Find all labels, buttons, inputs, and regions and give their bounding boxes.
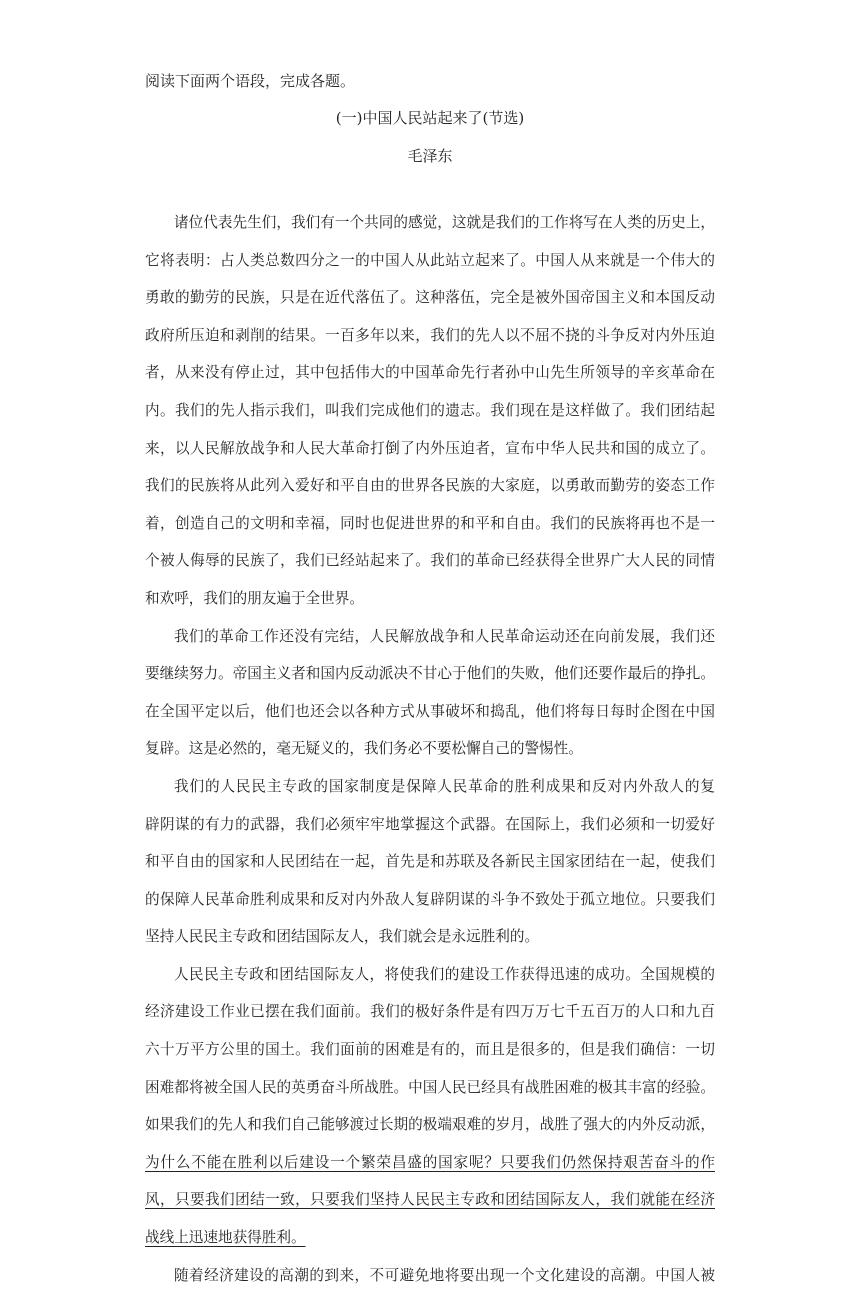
text-line: 来，以人民解放战争和人民大革命打倒了内外压迫者，宣布中华人民共和国的成立了。 (145, 439, 715, 457)
text-line: 内。我们的先人指示我们，叫我们完成他们的遗志。我们现在是这样做了。我们团结起 (145, 401, 715, 419)
text-line: 困难都将被全国人民的英勇奋斗所战胜。中国人民已经具有战胜困难的极其丰富的经验。 (145, 1078, 715, 1096)
text-line: 要继续努力。帝国主义者和国内反动派决不甘心于他们的失败，他们还要作最后的挣扎。 (145, 665, 715, 683)
text-line: 勇敢的勤劳的民族，只是在近代落伍了。这种落伍，完全是被外国帝国主义和本国反动 (145, 289, 715, 307)
text-line: 在全国平定以后，他们也还会以各种方式从事破坏和捣乱，他们将每日每时企图在中国 (145, 702, 715, 720)
text-line: 我们的人民民主专政的国家制度是保障人民革命的胜利成果和反对内外敌人的复 (174, 777, 715, 795)
text-line: 诸位代表先生们，我们有一个共同的感觉，这就是我们的工作将写在人类的历史上， (174, 214, 715, 231)
passage-body (145, 204, 715, 1294)
text-line: 我们的革命工作还没有完结，人民解放战争和人民革命运动还在向前发展，我们还 (174, 627, 715, 645)
text-line: 和欢呼，我们的朋友遍于全世界。 (145, 589, 364, 607)
paragraph (145, 956, 715, 1257)
paragraph (145, 768, 715, 956)
instructions: 阅读下面两个语段，完成各题。 (145, 72, 356, 90)
paragraph (145, 618, 715, 768)
text-line: 复辟。这是必然的，毫无疑义的，我们务必不要松懈自己的警惕性。 (145, 740, 583, 758)
paragraph (145, 1257, 715, 1294)
passage-title: (一)中国人民站起来了(节选) (335, 109, 525, 127)
underlined-text-line: 战线上迅速地获得胜利。 (145, 1229, 306, 1247)
text-line: 辟阴谋的有力的武器，我们必须牢牢地掌握这个武器。在国际上，我们必须和一切爱好 (145, 815, 715, 833)
text-line: 随着经济建设的高潮的到来，不可避免地将要出现一个文化建设的高潮。中国人被 (174, 1266, 715, 1284)
text-line: 如果我们的先人和我们自己能够渡过长期的极端艰难的岁月，战胜了强大的内外反动派， (145, 1116, 715, 1134)
text-line: 经济建设工作业已摆在我们面前。我们的极好条件是有四万万七千五百万的人口和九百 (145, 1003, 715, 1021)
underlined-text-line: 风，只要我们团结一致，只要我们坚持人民民主专政和团结国际友人，我们就能在经济 (145, 1191, 715, 1209)
text-line: 者，从来没有停止过，其中包括伟大的中国革命先行者孙中山先生所领导的辛亥革命在 (145, 364, 715, 382)
text-line: 着，创造自己的文明和幸福，同时也促进世界的和平和自由。我们的民族将再也不是一 (145, 514, 715, 532)
text-line: 我们的民族将从此列入爱好和平自由的世界各民族的大家庭，以勇敢而勤劳的姿态工作 (145, 477, 715, 495)
passage-author: 毛泽东 (407, 147, 453, 165)
text-line: 政府所压迫和剥削的结果。一百多年以来，我们的先人以不屈不挠的斗争反对内外压迫 (145, 326, 715, 344)
text-line: 六十万平方公里的国土。我们面前的困难是有的，而且是很多的，但是我们确信：一切 (145, 1041, 715, 1059)
text-line: 坚持人民民主专政和团结国际友人，我们就会是永远胜利的。 (145, 928, 540, 946)
text-line: 和平自由的国家和人民团结在一起，首先是和苏联及各新民主国家团结在一起，使我们 (145, 853, 715, 871)
underlined-text-line: 为什么不能在胜利以后建设一个繁荣昌盛的国家呢？只要我们仍然保持艰苦奋斗的作 (145, 1153, 715, 1171)
paragraph (145, 204, 715, 618)
text-line: 的保障人民革命胜利成果和反对内外敌人复辟阴谋的斗争不致处于孤立地位。只要我们 (145, 890, 715, 908)
text-line: 它将表明：占人类总数四分之一的中国人从此站立起来了。中国人从来就是一个伟大的 (145, 251, 715, 269)
text-line: 个被人侮辱的民族了，我们已经站起来了。我们的革命已经获得全世界广大人民的同情 (145, 552, 715, 570)
text-line: 人民民主专政和团结国际友人，将使我们的建设工作获得迅速的成功。全国规模的 (174, 965, 715, 983)
